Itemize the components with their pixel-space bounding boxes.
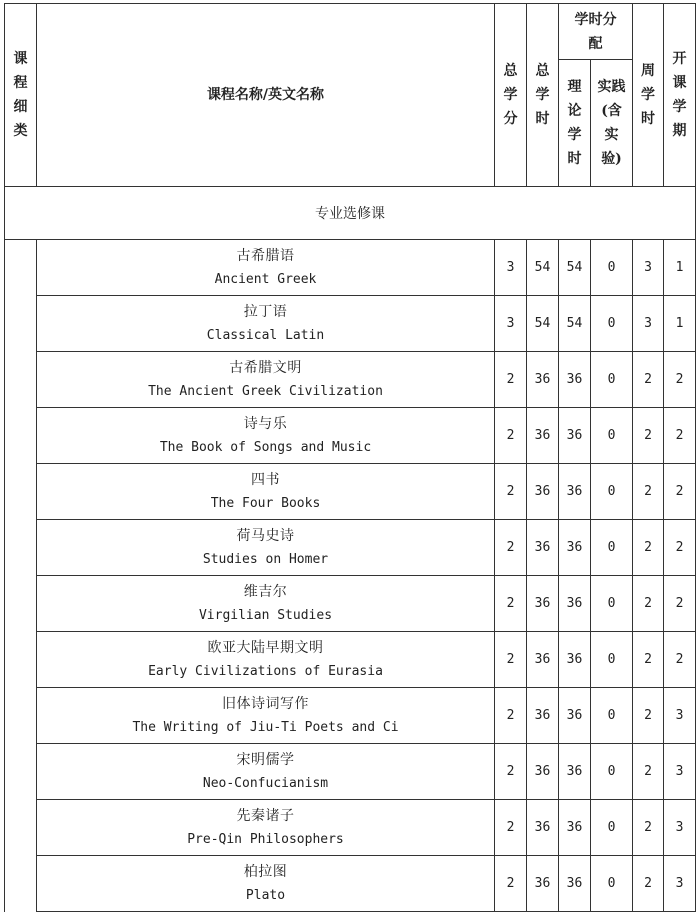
course-name-cell bbox=[37, 408, 495, 464]
course-name-cn: 宋明儒学 bbox=[236, 751, 295, 768]
theory-hours-cell: 36 bbox=[559, 408, 591, 464]
practice-hours-cell: 0 bbox=[591, 800, 633, 856]
course-name-en: The Book of Songs and Music bbox=[159, 439, 372, 455]
course-name-cn: 先秦诸子 bbox=[236, 807, 295, 824]
theory-hours-cell: 36 bbox=[559, 576, 591, 632]
credits-cell: 2 bbox=[495, 576, 527, 632]
table-row bbox=[5, 800, 696, 856]
hours-cell: 54 bbox=[527, 240, 559, 296]
course-name-en: Plato bbox=[245, 887, 286, 903]
category-cell bbox=[5, 240, 37, 912]
table-header bbox=[5, 4, 696, 187]
practice-hours-cell: 0 bbox=[591, 744, 633, 800]
course-name-en: Neo-Confucianism bbox=[202, 775, 329, 791]
table-body bbox=[5, 187, 696, 912]
weekly-hours-cell: 2 bbox=[633, 576, 664, 632]
practice-hours-cell: 0 bbox=[591, 856, 633, 912]
course-name-cell bbox=[37, 744, 495, 800]
header-practice-hours: 实践(含实验) bbox=[591, 60, 633, 187]
credits-cell: 2 bbox=[495, 744, 527, 800]
practice-hours-cell: 0 bbox=[591, 464, 633, 520]
course-name-en: Classical Latin bbox=[206, 327, 325, 343]
curriculum-table-page bbox=[4, 3, 695, 912]
course-name-cn: 荷马史诗 bbox=[236, 527, 295, 544]
semester-cell: 2 bbox=[664, 464, 696, 520]
practice-hours-cell: 0 bbox=[591, 576, 633, 632]
weekly-hours-cell: 2 bbox=[633, 632, 664, 688]
practice-hours-cell: 0 bbox=[591, 520, 633, 576]
course-name-cell bbox=[37, 240, 495, 296]
course-name-cn: 欧亚大陆早期文明 bbox=[207, 639, 324, 656]
hours-cell: 36 bbox=[527, 408, 559, 464]
practice-hours-cell: 0 bbox=[591, 688, 633, 744]
course-name-en: The Ancient Greek Civilization bbox=[148, 383, 383, 399]
hours-cell: 54 bbox=[527, 296, 559, 352]
table-row bbox=[5, 856, 696, 912]
course-name-cn: 拉丁语 bbox=[243, 303, 288, 320]
weekly-hours-cell: 3 bbox=[633, 296, 664, 352]
credits-cell: 2 bbox=[495, 688, 527, 744]
semester-cell: 2 bbox=[664, 632, 696, 688]
credits-cell: 2 bbox=[495, 800, 527, 856]
course-name-en: Early Civilizations of Eurasia bbox=[148, 663, 383, 679]
theory-hours-cell: 36 bbox=[559, 352, 591, 408]
semester-cell: 3 bbox=[664, 800, 696, 856]
table-row bbox=[5, 632, 696, 688]
theory-hours-cell: 36 bbox=[559, 520, 591, 576]
hours-cell: 36 bbox=[527, 800, 559, 856]
credits-cell: 2 bbox=[495, 856, 527, 912]
course-name-cell bbox=[37, 632, 495, 688]
semester-cell: 2 bbox=[664, 408, 696, 464]
weekly-hours-cell: 2 bbox=[633, 408, 664, 464]
course-name-cell bbox=[37, 800, 495, 856]
hours-cell: 36 bbox=[527, 520, 559, 576]
course-name-cell bbox=[37, 576, 495, 632]
table-row bbox=[5, 520, 696, 576]
course-name-en: The Four Books bbox=[210, 495, 321, 511]
course-name-cn: 旧体诗词写作 bbox=[222, 695, 309, 712]
semester-cell: 3 bbox=[664, 856, 696, 912]
table-row bbox=[5, 352, 696, 408]
table-row bbox=[5, 688, 696, 744]
hours-cell: 36 bbox=[527, 464, 559, 520]
semester-cell: 2 bbox=[664, 576, 696, 632]
theory-hours-cell: 54 bbox=[559, 240, 591, 296]
course-name-en: Studies on Homer bbox=[202, 551, 329, 567]
hours-cell: 36 bbox=[527, 688, 559, 744]
hours-cell: 36 bbox=[527, 856, 559, 912]
theory-hours-cell: 36 bbox=[559, 744, 591, 800]
hours-cell: 36 bbox=[527, 576, 559, 632]
credits-cell: 2 bbox=[495, 520, 527, 576]
theory-hours-cell: 36 bbox=[559, 856, 591, 912]
weekly-hours-cell: 2 bbox=[633, 800, 664, 856]
header-hours-allocation: 学时分配 bbox=[559, 4, 633, 60]
credits-cell: 2 bbox=[495, 464, 527, 520]
hours-cell: 36 bbox=[527, 744, 559, 800]
practice-hours-cell: 0 bbox=[591, 296, 633, 352]
course-name-cell bbox=[37, 352, 495, 408]
theory-hours-cell: 36 bbox=[559, 688, 591, 744]
hours-cell: 36 bbox=[527, 352, 559, 408]
course-name-cell bbox=[37, 688, 495, 744]
weekly-hours-cell: 3 bbox=[633, 240, 664, 296]
course-name-cell bbox=[37, 856, 495, 912]
table-row bbox=[5, 744, 696, 800]
practice-hours-cell: 0 bbox=[591, 408, 633, 464]
semester-cell: 1 bbox=[664, 240, 696, 296]
credits-cell: 2 bbox=[495, 352, 527, 408]
course-name-cn: 诗与乐 bbox=[243, 415, 288, 432]
curriculum-table bbox=[4, 3, 696, 912]
semester-cell: 2 bbox=[664, 520, 696, 576]
header-theory-hours: 理论学时 bbox=[559, 60, 591, 187]
semester-cell: 3 bbox=[664, 744, 696, 800]
weekly-hours-cell: 2 bbox=[633, 352, 664, 408]
course-name-cell bbox=[37, 296, 495, 352]
header-semester: 开课学期 bbox=[664, 4, 696, 187]
weekly-hours-cell: 2 bbox=[633, 520, 664, 576]
header-category: 课程细类 bbox=[5, 4, 37, 187]
header-total-credits: 总学分 bbox=[495, 4, 527, 187]
weekly-hours-cell: 2 bbox=[633, 688, 664, 744]
header-weekly-hours: 周学时 bbox=[633, 4, 664, 187]
credits-cell: 2 bbox=[495, 632, 527, 688]
practice-hours-cell: 0 bbox=[591, 632, 633, 688]
table-row bbox=[5, 408, 696, 464]
table-row bbox=[5, 296, 696, 352]
course-name-cn: 柏拉图 bbox=[243, 863, 288, 880]
table-row bbox=[5, 464, 696, 520]
course-name-cn: 古希腊语 bbox=[236, 247, 295, 264]
course-name-en: Pre-Qin Philosophers bbox=[187, 831, 344, 847]
table-row bbox=[5, 576, 696, 632]
practice-hours-cell: 0 bbox=[591, 240, 633, 296]
weekly-hours-cell: 2 bbox=[633, 744, 664, 800]
table-row bbox=[5, 240, 696, 296]
hours-cell: 36 bbox=[527, 632, 559, 688]
theory-hours-cell: 36 bbox=[559, 632, 591, 688]
theory-hours-cell: 36 bbox=[559, 464, 591, 520]
course-name-en: The Writing of Jiu-Ti Poets and Ci bbox=[132, 719, 399, 735]
credits-cell: 2 bbox=[495, 408, 527, 464]
course-name-cell bbox=[37, 464, 495, 520]
semester-cell: 2 bbox=[664, 352, 696, 408]
section-title: 专业选修课 bbox=[5, 187, 696, 240]
weekly-hours-cell: 2 bbox=[633, 464, 664, 520]
course-name-cn: 古希腊文明 bbox=[229, 359, 302, 376]
course-name-cn: 维吉尔 bbox=[243, 583, 288, 600]
credits-cell: 3 bbox=[495, 240, 527, 296]
semester-cell: 1 bbox=[664, 296, 696, 352]
header-course-name: 课程名称/英文名称 bbox=[37, 4, 495, 187]
practice-hours-cell: 0 bbox=[591, 352, 633, 408]
course-name-cn: 四书 bbox=[251, 471, 280, 488]
course-name-en: Ancient Greek bbox=[214, 271, 317, 287]
course-name-en: Virgilian Studies bbox=[198, 607, 333, 623]
credits-cell: 3 bbox=[495, 296, 527, 352]
semester-cell: 3 bbox=[664, 688, 696, 744]
theory-hours-cell: 36 bbox=[559, 800, 591, 856]
theory-hours-cell: 54 bbox=[559, 296, 591, 352]
weekly-hours-cell: 2 bbox=[633, 856, 664, 912]
header-total-hours: 总学时 bbox=[527, 4, 559, 187]
course-name-cell bbox=[37, 520, 495, 576]
